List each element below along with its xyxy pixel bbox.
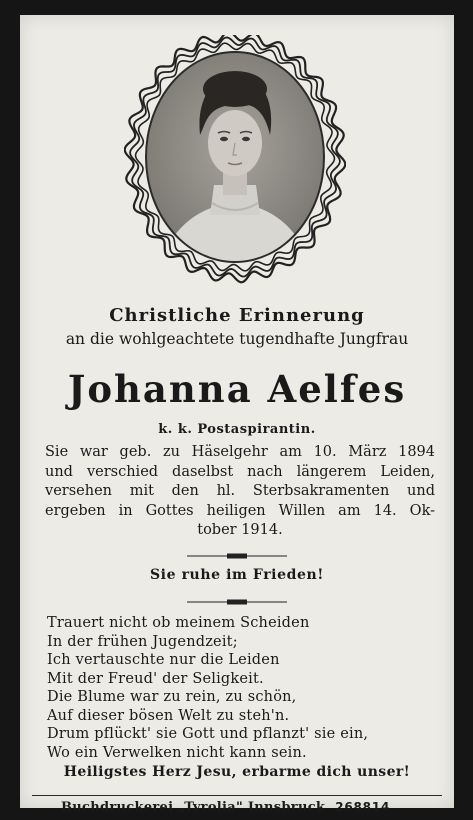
poem-line: Mit der Freud' der Seligkeit.: [47, 670, 264, 687]
poem-line: In der frühen Jugendzeit;: [47, 633, 238, 650]
card-subtitle: an die wohlgeachtete tugendhafte Jungfrau: [65, 330, 409, 348]
biography-line: Sie war geb. zu Häselgehr am 10. März 1894: [45, 444, 435, 460]
biography-line: versehen mit den hl. Sterbsakramenten und: [45, 483, 435, 499]
card-title: Christliche Erinnerung: [109, 305, 365, 326]
poem-line: Die Blume war zu rein, zu schön,: [47, 689, 297, 705]
poem-line: Trauert nicht ob meinem Scheiden: [47, 615, 310, 631]
biography-line: und verschied daselbst nach längerem Leiden,: [45, 463, 435, 480]
occupation: k. k. Postaspirantin.: [158, 422, 316, 437]
portrait-frame: [124, 35, 346, 285]
print-number: 268814: [335, 800, 391, 814]
biography-line: ergeben in Gottes heiligen Willen am 14. Ok-: [45, 502, 435, 519]
memorial-card: [20, 15, 454, 815]
poem-line: Auf dieser bösen Welt zu steh'n.: [47, 707, 290, 724]
prayer: Heiligstes Herz Jesu, erbarme dich unser!: [63, 764, 411, 780]
rest-in-peace: Sie ruhe im Frieden!: [149, 567, 325, 583]
poem-line: Ich vertauschte nur die Leiden: [47, 652, 280, 668]
printer-name: Buchdruckerei „Tyrolia" Innsbruck: [61, 800, 326, 815]
footer-divider: [32, 795, 442, 796]
ornament-divider: [187, 598, 287, 606]
poem-line: Drum pflückt' sie Gott und pflanzt' sie ein,: [47, 726, 369, 742]
portrait-photo: [124, 35, 346, 285]
biography: [45, 443, 435, 541]
poem-line: Wo ein Verwelken nicht kann sein.: [47, 744, 307, 761]
ornament-divider: [187, 552, 287, 560]
biography-line: tober 1914.: [197, 522, 283, 538]
deceased-name: Johanna Aelfes: [67, 367, 407, 411]
poem: [47, 614, 368, 762]
printer-imprint: [61, 800, 390, 815]
